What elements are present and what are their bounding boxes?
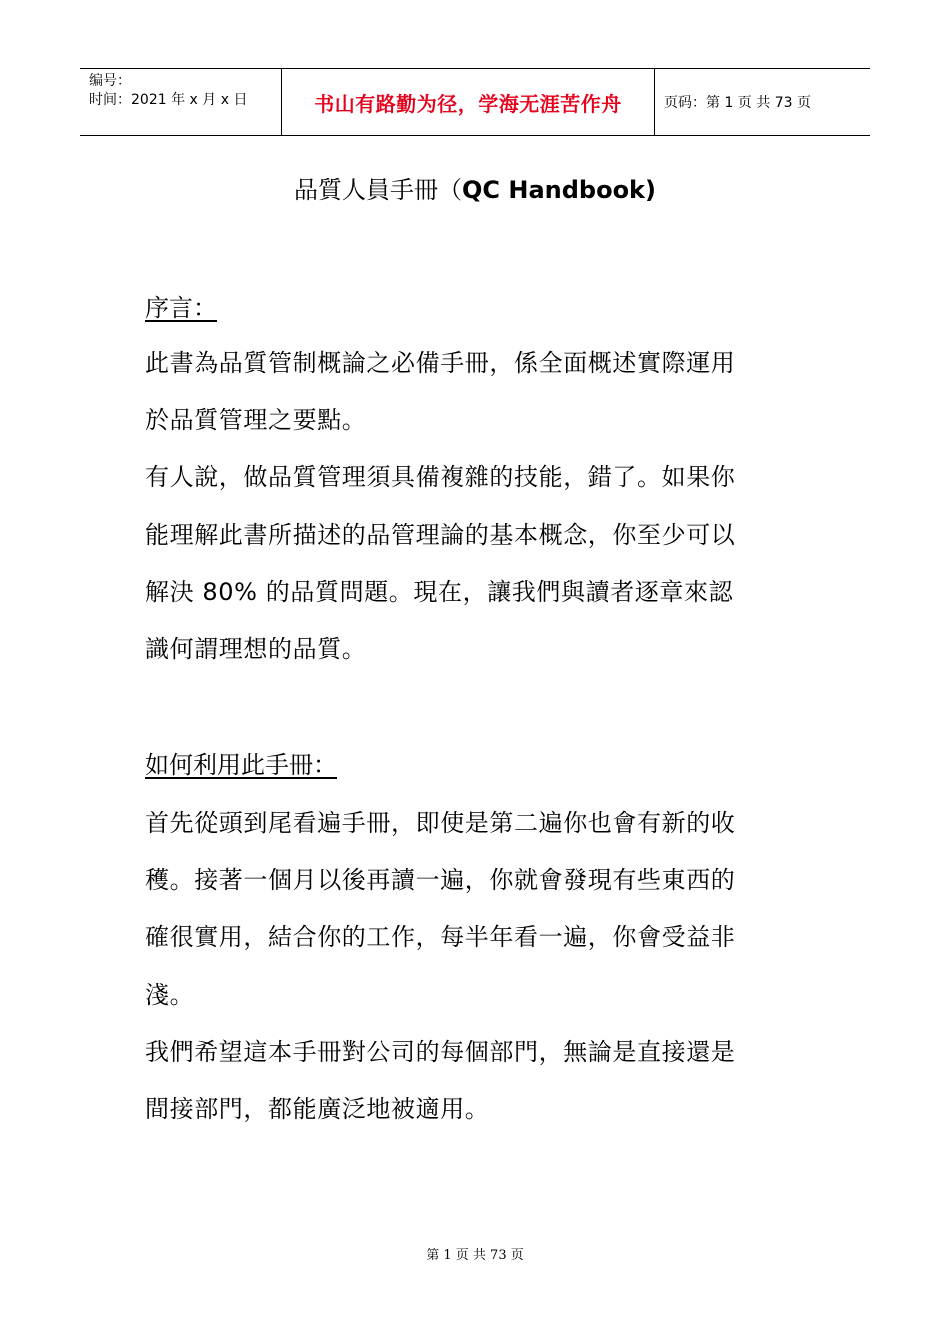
how-to-use-line: 淺。 xyxy=(145,981,195,1009)
how-to-use-line: 首先從頭到尾看遍手冊，即使是第二遍你也會有新的收 xyxy=(145,809,736,837)
preface-line: 解決 80% 的品質問題。現在，讓我們與讀者逐章來認 xyxy=(145,578,734,606)
document-title xyxy=(0,172,950,208)
preface-line: 於品質管理之要點。 xyxy=(145,406,367,434)
page-footer: 第 1 页 共 73 页 xyxy=(426,1248,524,1263)
preface-line: 識何謂理想的品質。 xyxy=(145,635,367,663)
title-en: QC Handbook) xyxy=(461,176,656,204)
how-to-use-line: 穫。接著一個月以後再讀一遍，你就會發現有些東西的 xyxy=(145,866,736,894)
number-label: 编号： xyxy=(89,73,131,89)
preface-line: 此書為品質管制概論之必備手冊，係全面概述實際運用 xyxy=(145,349,736,377)
how-to-use-line: 間接部門，都能廣泛地被適用。 xyxy=(145,1095,490,1123)
how-to-use-line: 我們希望這本手冊對公司的每個部門，無論是直接還是 xyxy=(145,1038,736,1066)
date-label: 时间：2021 年 x 月 x 日 xyxy=(89,92,248,108)
preface-line: 有人說，做品質管理須具備複雜的技能，錯了。如果你 xyxy=(145,463,736,491)
header-info-cell xyxy=(80,69,282,135)
motto-text: 书山有路勤为径，学海无涯苦作舟 xyxy=(314,91,622,116)
page-label: 页码：第 1 页 共 73 页 xyxy=(664,95,811,111)
preface-line: 能理解此書所描述的品管理論的基本概念，你至少可以 xyxy=(145,521,736,549)
header-motto-cell xyxy=(282,69,655,135)
section-heading-how-to-use: 如何利用此手冊： xyxy=(145,751,337,779)
section-heading-preface: 序言： xyxy=(145,294,217,322)
header-page-cell xyxy=(655,69,870,135)
header-table xyxy=(80,68,870,136)
how-to-use-line: 確很實用，結合你的工作，每半年看一遍，你會受益非 xyxy=(145,923,736,951)
title-cn: 品質人員手冊（ xyxy=(293,176,462,204)
